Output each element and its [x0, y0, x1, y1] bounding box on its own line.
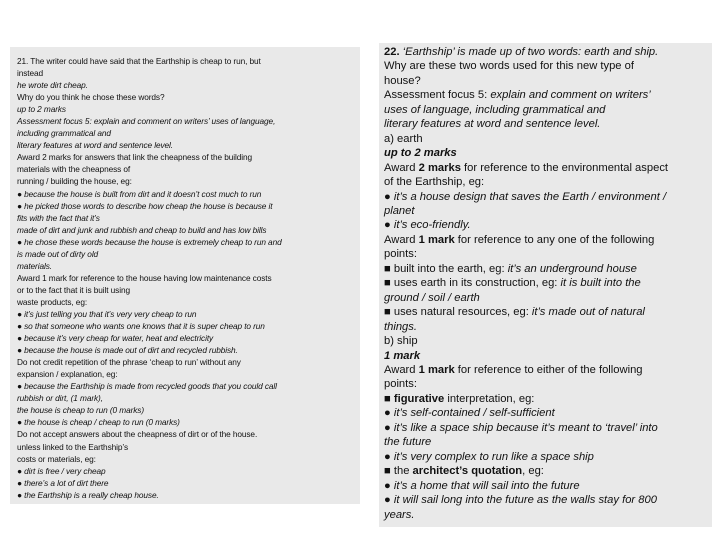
bullet: ● — [384, 450, 394, 463]
text-line: the future — [384, 436, 432, 449]
text-line: planet — [384, 204, 415, 217]
bullet-line — [384, 421, 708, 435]
text-line: Why do you think he chose these words? — [17, 92, 165, 103]
award-word: Award — [384, 161, 419, 174]
text-line: points: — [384, 378, 417, 391]
part-b-heading: b) ship — [384, 335, 418, 348]
bullet-line — [384, 479, 708, 493]
square-bullet-line — [384, 392, 708, 406]
text-line: running / building the house, eg: — [17, 176, 132, 187]
square-bullet-line — [384, 276, 708, 290]
point-text: interpretation, eg: — [444, 392, 535, 405]
award-text: for reference to any one of the following — [454, 233, 655, 246]
q22-text: ‘Earthship’ is made up of two words: earth and ship. — [402, 46, 659, 58]
part-a-marks: up to 2 marks — [384, 147, 457, 160]
text-line: he wrote dirt cheap. — [17, 80, 88, 91]
text-line: ground / soil / earth — [384, 291, 480, 304]
example-text: it’s made out of natural — [531, 306, 645, 319]
text-line: ● so that someone who wants one knows that it is super cheap to run — [17, 321, 265, 332]
point-text: , eg: — [522, 465, 544, 478]
text-line: ● dirt is free / very cheap — [17, 465, 106, 476]
bullet-line — [384, 218, 708, 232]
text-line: ● the Earthship is a really cheap house. — [17, 489, 159, 500]
architect-quotation-label: architect’s quotation — [412, 465, 523, 478]
text-line: Why are these two words used for this new type of — [384, 60, 634, 73]
award-text: for reference to either of the following — [454, 363, 643, 376]
text-line: ● he chose these words because the house is extremely cheap to run and — [17, 236, 282, 247]
bullet: ● — [384, 421, 394, 434]
text-line: including grammatical and — [17, 128, 111, 139]
award-word: Award — [384, 363, 419, 376]
mark-scheme-q21-panel — [10, 47, 360, 504]
text-line: materials. — [17, 260, 52, 271]
text-line: costs or materials, eg: — [17, 453, 96, 464]
text-line: of the Earthship, eg: — [384, 176, 485, 189]
award-text: for reference to the environmental aspect — [460, 161, 669, 174]
part-a-heading: a) earth — [384, 132, 423, 145]
text-line: ● it’s just telling you that it’s very very cheap to run — [17, 308, 197, 319]
bullet-line — [384, 493, 708, 507]
award-line — [384, 233, 708, 247]
bullet-text: it’s self-contained / self-sufficient — [393, 407, 555, 420]
text-line: materials with the cheapness of — [17, 164, 131, 175]
bullet: ■ — [384, 392, 394, 405]
award-word: Award — [384, 233, 419, 246]
text-line: uses of language, including grammatical and — [384, 103, 606, 116]
bullet-line — [384, 190, 708, 204]
bullet-text: it’s a home that will sail into the future — [393, 479, 580, 492]
text-line: is made out of dirty old — [17, 248, 99, 259]
text-line: instead — [17, 68, 44, 79]
af-text: explain and comment on writers’ — [490, 89, 651, 102]
figurative-label: figurative — [393, 392, 445, 405]
af-label: Assessment focus 5: — [384, 89, 491, 102]
bullet: ● — [384, 479, 394, 492]
point-text: ■ built into the earth, eg: — [384, 262, 508, 275]
q22-question-line — [384, 45, 708, 59]
text-line: made of dirt and junk and rubbish and cheap to build and has low bills — [17, 224, 267, 235]
text-line: the house is cheap to run (0 marks) — [17, 405, 145, 416]
q21-question-line: 21. The writer could have said that the Earthship is cheap to run, but — [17, 56, 261, 66]
text-line: years. — [384, 508, 415, 521]
two-marks: 2 marks — [418, 161, 461, 174]
bullet: ● — [384, 494, 394, 507]
text-line: house? — [384, 74, 421, 87]
bullet-text: it’s a house design that saves the Earth / environment / — [393, 190, 667, 203]
q22-number: 22. — [384, 46, 403, 58]
text-line: points: — [384, 248, 417, 261]
bullet: ● — [384, 219, 394, 232]
mark-scheme-q22-panel — [379, 43, 712, 527]
one-mark: 1 mark — [418, 363, 455, 376]
text-line: ● because the house is made out of dirt and recycled rubbish. — [17, 345, 238, 356]
assessment-focus-line — [384, 88, 708, 102]
bullet: ● — [384, 407, 394, 420]
text-line: literary features at word and sentence level. — [384, 118, 601, 131]
text-line: Do not accept answers about the cheapness of dirt or of the house. — [17, 429, 258, 440]
point-text: ■ uses earth in its construction, eg: — [384, 277, 561, 290]
text-line: things. — [384, 320, 417, 333]
example-text: it’s an underground house — [507, 262, 637, 275]
example-text: it is built into the — [560, 277, 641, 290]
text-line: ● there’s a lot of dirt there — [17, 477, 109, 488]
award-line — [384, 363, 708, 377]
text-line: ● because the house is built from dirt and it doesn’t cost much to run — [17, 188, 262, 199]
square-bullet-line — [384, 305, 708, 319]
text-line: Do not credit repetition of the phrase ‘cheap to run’ without any — [17, 357, 241, 368]
text-line: ● because it’s very cheap for water, heat and electricity — [17, 333, 214, 344]
text-line: ● he picked those words to describe how cheap the house is because it — [17, 200, 273, 211]
text-line: waste products, eg: — [17, 296, 88, 307]
one-mark: 1 mark — [418, 233, 455, 246]
text-line: Award 1 mark for reference to the house having low maintenance costs — [17, 272, 272, 283]
bullet-line — [384, 406, 708, 420]
text-line: rubbish or dirt, (1 mark), — [17, 393, 103, 404]
text-line: Award 2 marks for answers that link the cheapness of the building — [17, 152, 253, 163]
text-line: fits with the fact that it’s — [17, 212, 100, 223]
text-line: Assessment focus 5: explain and comment on writers’ uses of language, — [17, 116, 276, 127]
text-line: unless linked to the Earthship’s — [17, 441, 129, 452]
award-line — [384, 161, 708, 175]
square-bullet-line — [384, 262, 708, 276]
point-text: ■ uses natural resources, eg: — [384, 306, 532, 319]
text-line: or to the fact that it is built using — [17, 284, 130, 295]
bullet: ■ the — [384, 465, 413, 478]
text-line: expansion / explanation, eg: — [17, 369, 118, 380]
q21-marks-available: up to 2 marks — [17, 104, 66, 115]
part-b-marks: 1 mark — [384, 349, 421, 362]
bullet-line — [384, 450, 708, 464]
text-line: literary features at word and sentence level. — [17, 140, 173, 151]
text-line: ● the house is cheap / cheap to run (0 marks) — [17, 417, 180, 428]
bullet-text: it’s like a space ship because it’s meant to ‘travel’ into — [393, 421, 658, 434]
bullet-text: it’s eco-friendly. — [393, 219, 471, 232]
text-line: ● because the Earthship is made from recycled goods that you could call — [17, 381, 277, 392]
bullet-text: it’s very complex to run like a space ship — [393, 450, 594, 463]
square-bullet-line — [384, 464, 708, 478]
bullet-text: it will sail long into the future as the walls stay for 800 — [393, 494, 657, 507]
bullet: ● — [384, 190, 394, 203]
